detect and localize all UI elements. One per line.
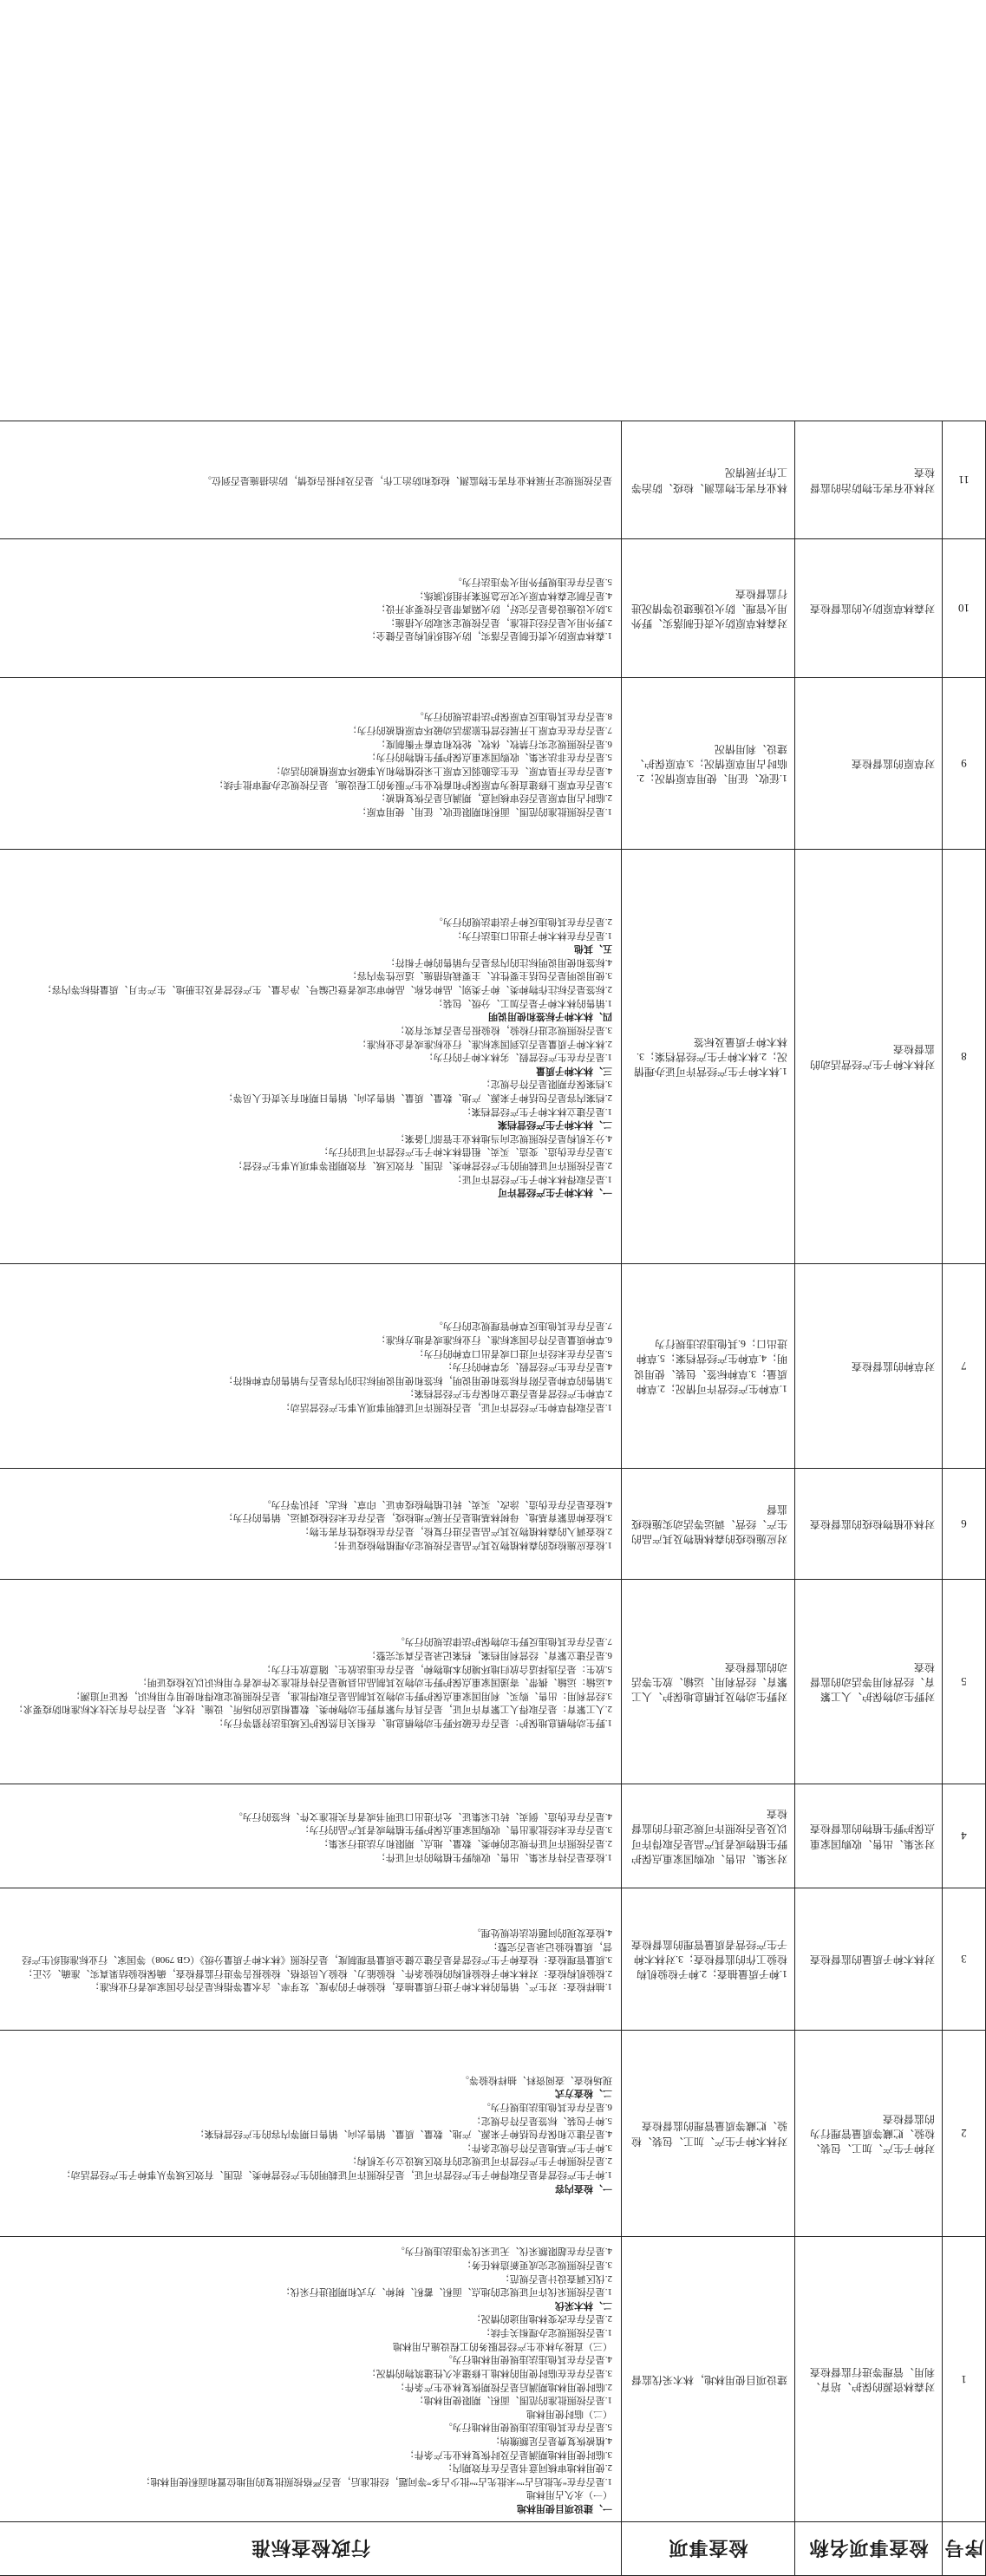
standard-line: 1.销售的林木种子是否加工、分级、包装；	[433, 997, 612, 1008]
cell-serial-no: 2	[943, 2030, 986, 2236]
cell-item-name: 对林业植物检疫的监督检查	[795, 1468, 943, 1579]
table-row	[0, 1888, 986, 2030]
standard-line: 1.是否按照批准的范围、面积、期限使用林地；	[414, 2395, 612, 2406]
standard-line: 1.检查应施检疫的森林植物及其产品是否按规定办理植物检疫证书；	[328, 1539, 612, 1550]
standard-line: 一、林木种子生产经营许可	[498, 1187, 612, 1198]
standard-line: 3.检查种苗繁育基地、母树林基地是否开展产地检疫，是否存在未经检疫调运、销售的行为；	[223, 1512, 612, 1523]
cell-inspection-item: 对野生动物及其栖息地保护、人工繁育、经营利用、运输、放生等活动的监督检查	[622, 1579, 795, 1784]
standard-line: （二）临时使用林地	[526, 2408, 612, 2419]
header-inspection-standard: 行政检查标准	[0, 2522, 622, 2576]
cell-item-name: 对野生动物保护、人工繁育、经营利用等活动的监督检查	[795, 1579, 943, 1784]
standard-line: 1.检查是否持有采集、出售、收购野生植物的许可证件；	[375, 1851, 612, 1862]
standard-line: 4.是否建立和保存包括种子来源、产地、数量、质量、销售去向、销售日期等内容的生产经营档案；	[194, 2129, 612, 2140]
standard-line: 5.是否存在非法采集、收购国家重点保护野生植物的行为；	[366, 752, 612, 763]
standard-line: 6.是否按照规定实行禁牧、休牧、轮牧和草畜平衡制度；	[375, 738, 612, 749]
cell-inspection-standard	[0, 1784, 622, 1888]
standard-line: 2.检查调入的森林植物及其产品是否进行复检，是否存在检疫性有害生物；	[299, 1525, 612, 1536]
cell-inspection-standard	[0, 538, 622, 677]
table-row	[0, 1263, 986, 1468]
table-row	[0, 2030, 986, 2236]
standard-line: 1.是否存在林木种子进出口违法行为；	[452, 929, 612, 941]
standard-line: 4.检查发现的问题依法依规处理。	[471, 1927, 612, 1938]
standard-line: 3.使用说明是否包括主要性状、主要栽培措施、适应性等内容；	[347, 970, 612, 981]
cell-inspection-item: 1.草种生产经营许可情况；2.草种质量；3.草种标签、包装、使用说明；4.草种生产经营档案；5.草种进出口；6.其他违法违规行为	[622, 1263, 795, 1468]
standard-line: 5.种子包装、标签是否符合规定；	[471, 2115, 612, 2126]
cell-inspection-item: 1.种子质量抽查；2.种子检验机构检验工作的监督检查；3.对林木种子生产经营者质量管理的监督检查	[622, 1888, 795, 2030]
table-row	[0, 849, 986, 1263]
standard-line: 4.是否存在其他违法违规使用林地行为。	[442, 2354, 612, 2365]
standard-line: 4.运输：运输、携带、寄递国家重点保护野生动物及其制品出县境是否持有批准文件或者专用标识以及检疫证明；	[137, 1677, 612, 1688]
standard-line: 3.质量管理检查：检查种子生产经营者是否建立健全质量管理制度，是否按照《林木种子质量分级》（GB 7908）等国家、行业标准组织生产经营，质量检验记录是否完整；	[22, 1940, 612, 1966]
standard-line: 4.植被恢复费是否足额缴纳；	[490, 2435, 612, 2446]
cell-item-name: 对森林草原防火的监督检查	[795, 538, 943, 677]
cell-item-name: 对林木种子生产经营活动的监督检查	[795, 849, 943, 1263]
standard-line: 2.野外用火是否经过批准，是否按规定采取防火措施；	[385, 616, 612, 628]
standard-line: 3.销售的草种是否附有标签和使用说明，标签和使用说明标注的内容是否与销售的草种相符；	[223, 1374, 612, 1386]
standard-line: 7.是否存在其他违反野生动物保护法律法规的行为。	[395, 1636, 612, 1647]
standard-line: 3.是否按照规定完成更新造林任务；	[461, 2260, 612, 2271]
inspection-standards-table	[0, 421, 986, 2576]
standard-line: 1.是否按照规定办理相关手续；	[480, 2327, 612, 2338]
standard-line: 3.档案保存期限是否符合规定；	[480, 1079, 612, 1090]
cell-inspection-item: 对森林草原防火责任制落实、野外用火管理、防火设施建设等情况进行监督检查	[622, 538, 795, 677]
standard-line: 2.是否存在改变林地用途的情况；	[471, 2313, 612, 2325]
standard-line: 1.是否按照批准的范围、面积和期限征收、征用、使用草原；	[356, 805, 612, 817]
cell-item-name: 对林业有害生物防治的监督检查	[795, 421, 943, 538]
standard-line: 一、建设项目使用林地	[517, 2503, 612, 2514]
cell-serial-no: 6	[943, 1468, 986, 1579]
standard-line: （一）永久占用林地	[526, 2489, 612, 2501]
standard-line: 2.临时占用草原是否经审核同意，期满后是否恢复植被；	[375, 792, 612, 804]
table-header-row	[0, 2522, 986, 2576]
standard-line: 2.检验机构检查：对林木种子检验机构的检验条件、检验能力、检验人员资格、检验报告等进行监督检查，确保检验结果真实、准确、公正；	[23, 1967, 612, 1979]
cell-item-name: 对采集、出售、收购国家重点保护野生植物的监督检查	[795, 1784, 943, 1888]
cell-inspection-item: 建设项目使用林地，林木采伐监督	[622, 2236, 795, 2521]
table-row	[0, 538, 986, 677]
standard-line: 3.是否按照规定进行检验，检验报告是否真实有效；	[395, 1024, 612, 1035]
standard-line: 4.是否制定森林草原火灾应急预案并组织演练；	[414, 590, 612, 601]
standard-line: 2.临时使用林地期满后是否按期恢复林业生产条件；	[395, 2381, 612, 2392]
table-row	[0, 1579, 986, 1784]
header-item-name: 检查事项名称	[795, 2522, 943, 2576]
standard-line: 3.是否存在伪造、变造、买卖、租借林木种子生产经营许可证的行为；	[318, 1146, 612, 1158]
standard-line: 1.是否存在生产经营假、劣林木种子的行为；	[423, 1052, 612, 1063]
standard-line: 1.抽样检查：对生产、销售的林木种子进行质量抽查，检验种子的净度、发芽率、含水量等指标是否符合国家或者行业标准；	[89, 1981, 612, 1992]
table-body	[0, 421, 986, 2521]
cell-item-name: 对林木种子质量的监督检查	[795, 1888, 943, 2030]
standard-line: 6.是否存在其他违法违规行为。	[480, 2101, 612, 2112]
standard-line: 5.放生：是否选择适合放归地环境的本地物种，是否存在违法放生、随意放生行为；	[261, 1663, 612, 1674]
standard-line: 2.伐区调查设计是否规范；	[500, 2273, 612, 2284]
cell-inspection-item: 对应施检疫的森林植物及其产品的生产、经营、调运等活动实施检疫监督	[622, 1468, 795, 1579]
cell-inspection-item: 1.征收、征用、使用草原情况；2.临时占用草原情况；3.草原保护、建设、利用情况	[622, 677, 795, 849]
cell-inspection-item: 对林木种子生产、加工、包装、检验、贮藏等质量管理的监督检查	[622, 2030, 795, 2236]
standard-line: 三、林木种子质量	[536, 1065, 612, 1076]
table-row	[0, 1468, 986, 1579]
standard-line: 4.是否存在开垦草原、在生态脆弱区草原上采挖植物和从事破坏草原植被的活动；	[271, 765, 612, 776]
standard-line: 1.是否按照采伐许可证规定的地点、面积、蓄积、树种、方式和期限进行采伐；	[280, 2286, 612, 2298]
cell-inspection-item: 1.林木种子生产经营许可证办理情况；2.林木种子生产经营档案；3.林木种子质量及标签	[622, 849, 795, 1263]
standard-line: 5.是否存在其他违法违规使用林地行为。	[442, 2422, 612, 2433]
standard-line: 2.档案内容是否包括种子来源、产地、数量、质量、销售去向、销售日期和有关责任人员等；	[223, 1092, 612, 1103]
cell-serial-no: 7	[943, 1263, 986, 1468]
standard-line: 5.是否存在未经许可进口或者出口草种的行为；	[414, 1347, 612, 1359]
standard-line: 2.是否按照许可证件规定的种类、数量、地点、期限和方法进行采集；	[318, 1837, 612, 1849]
standard-line: 1.是否取得林木种子生产经营许可证；	[452, 1173, 612, 1184]
cell-inspection-standard	[0, 421, 622, 538]
standard-line: 3.临时使用林地期满是否及时恢复林业生产条件；	[404, 2449, 612, 2460]
cell-serial-no: 3	[943, 1888, 986, 2030]
header-inspection-item: 检查事项	[622, 2522, 795, 2576]
standard-line: 4.是否存在伪造、倒卖、转让采集证、允许进出口证明书或者有关批准文件、标签的行为。	[232, 1810, 612, 1822]
header-serial-no: 序号	[943, 2522, 986, 2576]
standard-line: 4.标签和使用说明标注的内容是否与销售的种子相符；	[385, 956, 612, 968]
standard-line: 4.分支机构是否按照规定向当地林业主管部门备案；	[395, 1132, 612, 1144]
standard-line: 4.检查是否存在伪造、涂改、买卖、转让植物检疫单证、印章、标志、封识等行为。	[261, 1498, 612, 1510]
standard-line: 2.是否按照种子生产经营许可证规定的有效区域设立分支机构；	[347, 2155, 612, 2167]
standard-line: 是否按照规定开展林业有害生物监测、检疫和防治工作，是否及时报告疫情，防治措施是否到位。	[202, 475, 612, 486]
standard-line: 1.是否取得草种生产经营许可证，是否按照许可证载明事项从事生产经营活动；	[280, 1401, 612, 1412]
table-row	[0, 2236, 986, 2521]
standard-line: 1.森林草原防火责任制是否落实，防火组织机构是否健全；	[366, 630, 612, 642]
cell-inspection-standard	[0, 1468, 622, 1579]
standard-line: 五、其他	[574, 943, 612, 955]
standard-line: 现场检查、查阅资料、抽样检验等。	[460, 2074, 612, 2085]
standard-line: 3.经营利用：出售、购买、利用国家重点保护野生动物及其制品是否取得批准，是否按照规定取得和使用专用标识，保证可追溯；	[70, 1690, 612, 1701]
cell-inspection-standard	[0, 2236, 622, 2521]
standard-line: 3.是否存在在临时使用的林地上修建永久性建筑物的情况；	[366, 2367, 612, 2378]
standard-line: 4.是否存在超限额采伐、无证采伐等违法违规行为。	[395, 2246, 612, 2257]
table-row	[0, 1784, 986, 1888]
table-row	[0, 677, 986, 849]
standard-line: 1.野生动物栖息地保护：是否存在破坏野生动物栖息地、在相关自然保护区域违法狩猎等行为；	[213, 1717, 612, 1728]
cell-inspection-item: 对采集、出售、收购国家重点保护野生植物或者其产品是否取得许可以及是否按照许可规定进行的监督检查	[622, 1784, 795, 1888]
cell-item-name: 对草种的监督检查	[795, 1263, 943, 1468]
table-row	[0, 421, 986, 538]
cell-inspection-item: 林业有害生物监测、检疫、防治等工作开展情况	[622, 421, 795, 538]
cell-item-name: 对种子生产、加工、包装、检验、贮藏等质量管理行为的监督检查	[795, 2030, 943, 2236]
standard-line: 2.使用林地审核同意书是否在有效期内；	[442, 2462, 612, 2474]
standard-line: 3.防火设施设备是否完好，防火隔离带是否按要求开设；	[375, 603, 612, 615]
standard-line: 四、林木种子标签和使用说明	[488, 1011, 612, 1022]
standard-line: 7.是否存在其他违反草种管理规定的行为。	[433, 1321, 612, 1332]
cell-serial-no: 8	[943, 849, 986, 1263]
standard-line: 3.是否存在未经批准出售、收购国家重点保护野生植物或者其产品的行为；	[299, 1824, 612, 1836]
standard-line: 一、检查内容	[555, 2182, 612, 2194]
cell-inspection-standard	[0, 677, 622, 849]
standard-line: （三）直接为林业生产经营服务的工程设施占用林地	[393, 2340, 612, 2351]
standard-line: 2.草种生产经营者是否建立和保存生产经营档案；	[404, 1388, 612, 1399]
standard-line: 2.是否存在其他违反种子法律法规的行为。	[433, 916, 612, 928]
standard-line: 2.林木种子质量是否达到国家标准、行业标准或者企业标准；	[356, 1038, 612, 1049]
standard-line: 1.种子生产经营者是否取得种子生产经营许可证，是否按照许可证载明的生产经营种类、范围、有效区域等从事种子生产经营活动；	[61, 2168, 612, 2180]
standard-line: 6.是否建立繁育、经营利用档案，档案记录是否真实完整；	[366, 1649, 612, 1660]
cell-serial-no: 11	[943, 421, 986, 538]
standard-line: 2.人工繁育：是否取得人工繁育许可证，是否具有与繁育野生动物种类、数量相适应的场所、设施、技术，是否符合有关技术标准和防疫要求；	[13, 1704, 612, 1715]
cell-serial-no: 10	[943, 538, 986, 677]
standard-line: 二、林木种子生产经营档案	[498, 1119, 612, 1131]
standard-line: 1.是否建立林木种子生产经营档案；	[461, 1105, 612, 1117]
cell-item-name: 对草原的监督检查	[795, 677, 943, 849]
standard-line: 3.是否在草原上修建直接为草原保护和畜牧业生产服务的工程设施，是否按规定办理审批手续；	[213, 779, 612, 790]
cell-serial-no: 1	[943, 2236, 986, 2521]
standard-line: 1.是否存在“先批后占”“未批先占”“批少占多”等问题，经批准后，是否严格按照批复的用地位置和面积使用林地；	[140, 2475, 612, 2487]
standard-line: 二、检查方式	[555, 2088, 612, 2099]
standard-line: 二、林木采伐	[555, 2299, 612, 2311]
standard-line: 2.标签是否标注作物种类、种子类别、品种名称、品种审定或者登记编号、净含量、生产经营者及注册地、生产年月、质量指标等内容；	[42, 984, 612, 995]
cell-inspection-standard	[0, 1888, 622, 2030]
standard-line: 7.是否存在在草原上开展经营性旅游活动破坏草原植被的行为；	[347, 725, 612, 736]
cell-inspection-standard	[0, 1579, 622, 1784]
standard-line: 6.草种质量是否符合国家标准、行业标准或者地方标准；	[375, 1334, 612, 1345]
standard-line: 2.是否按照许可证载明的生产经营种类、范围、有效区域、有效期限等事项从事生产经营；	[232, 1160, 612, 1171]
cell-inspection-standard	[0, 2030, 622, 2236]
standard-line: 5.是否存在违规野外用火等违法行为。	[452, 576, 612, 587]
cell-inspection-standard	[0, 1263, 622, 1468]
standard-line: 3.种子生产基地是否符合规定条件；	[461, 2142, 612, 2153]
cell-serial-no: 9	[943, 677, 986, 849]
cell-serial-no: 4	[943, 1784, 986, 1888]
standard-line: 8.是否存在其他违反草原保护法律法规的行为。	[414, 711, 612, 722]
cell-inspection-standard	[0, 849, 622, 1263]
standard-line: 4.是否存在生产经营假、劣草种的行为；	[442, 1361, 612, 1373]
cell-item-name: 对森林资源的保护、培育、利用、管理等进行监督检查	[795, 2236, 943, 2521]
cell-serial-no: 5	[943, 1579, 986, 1784]
